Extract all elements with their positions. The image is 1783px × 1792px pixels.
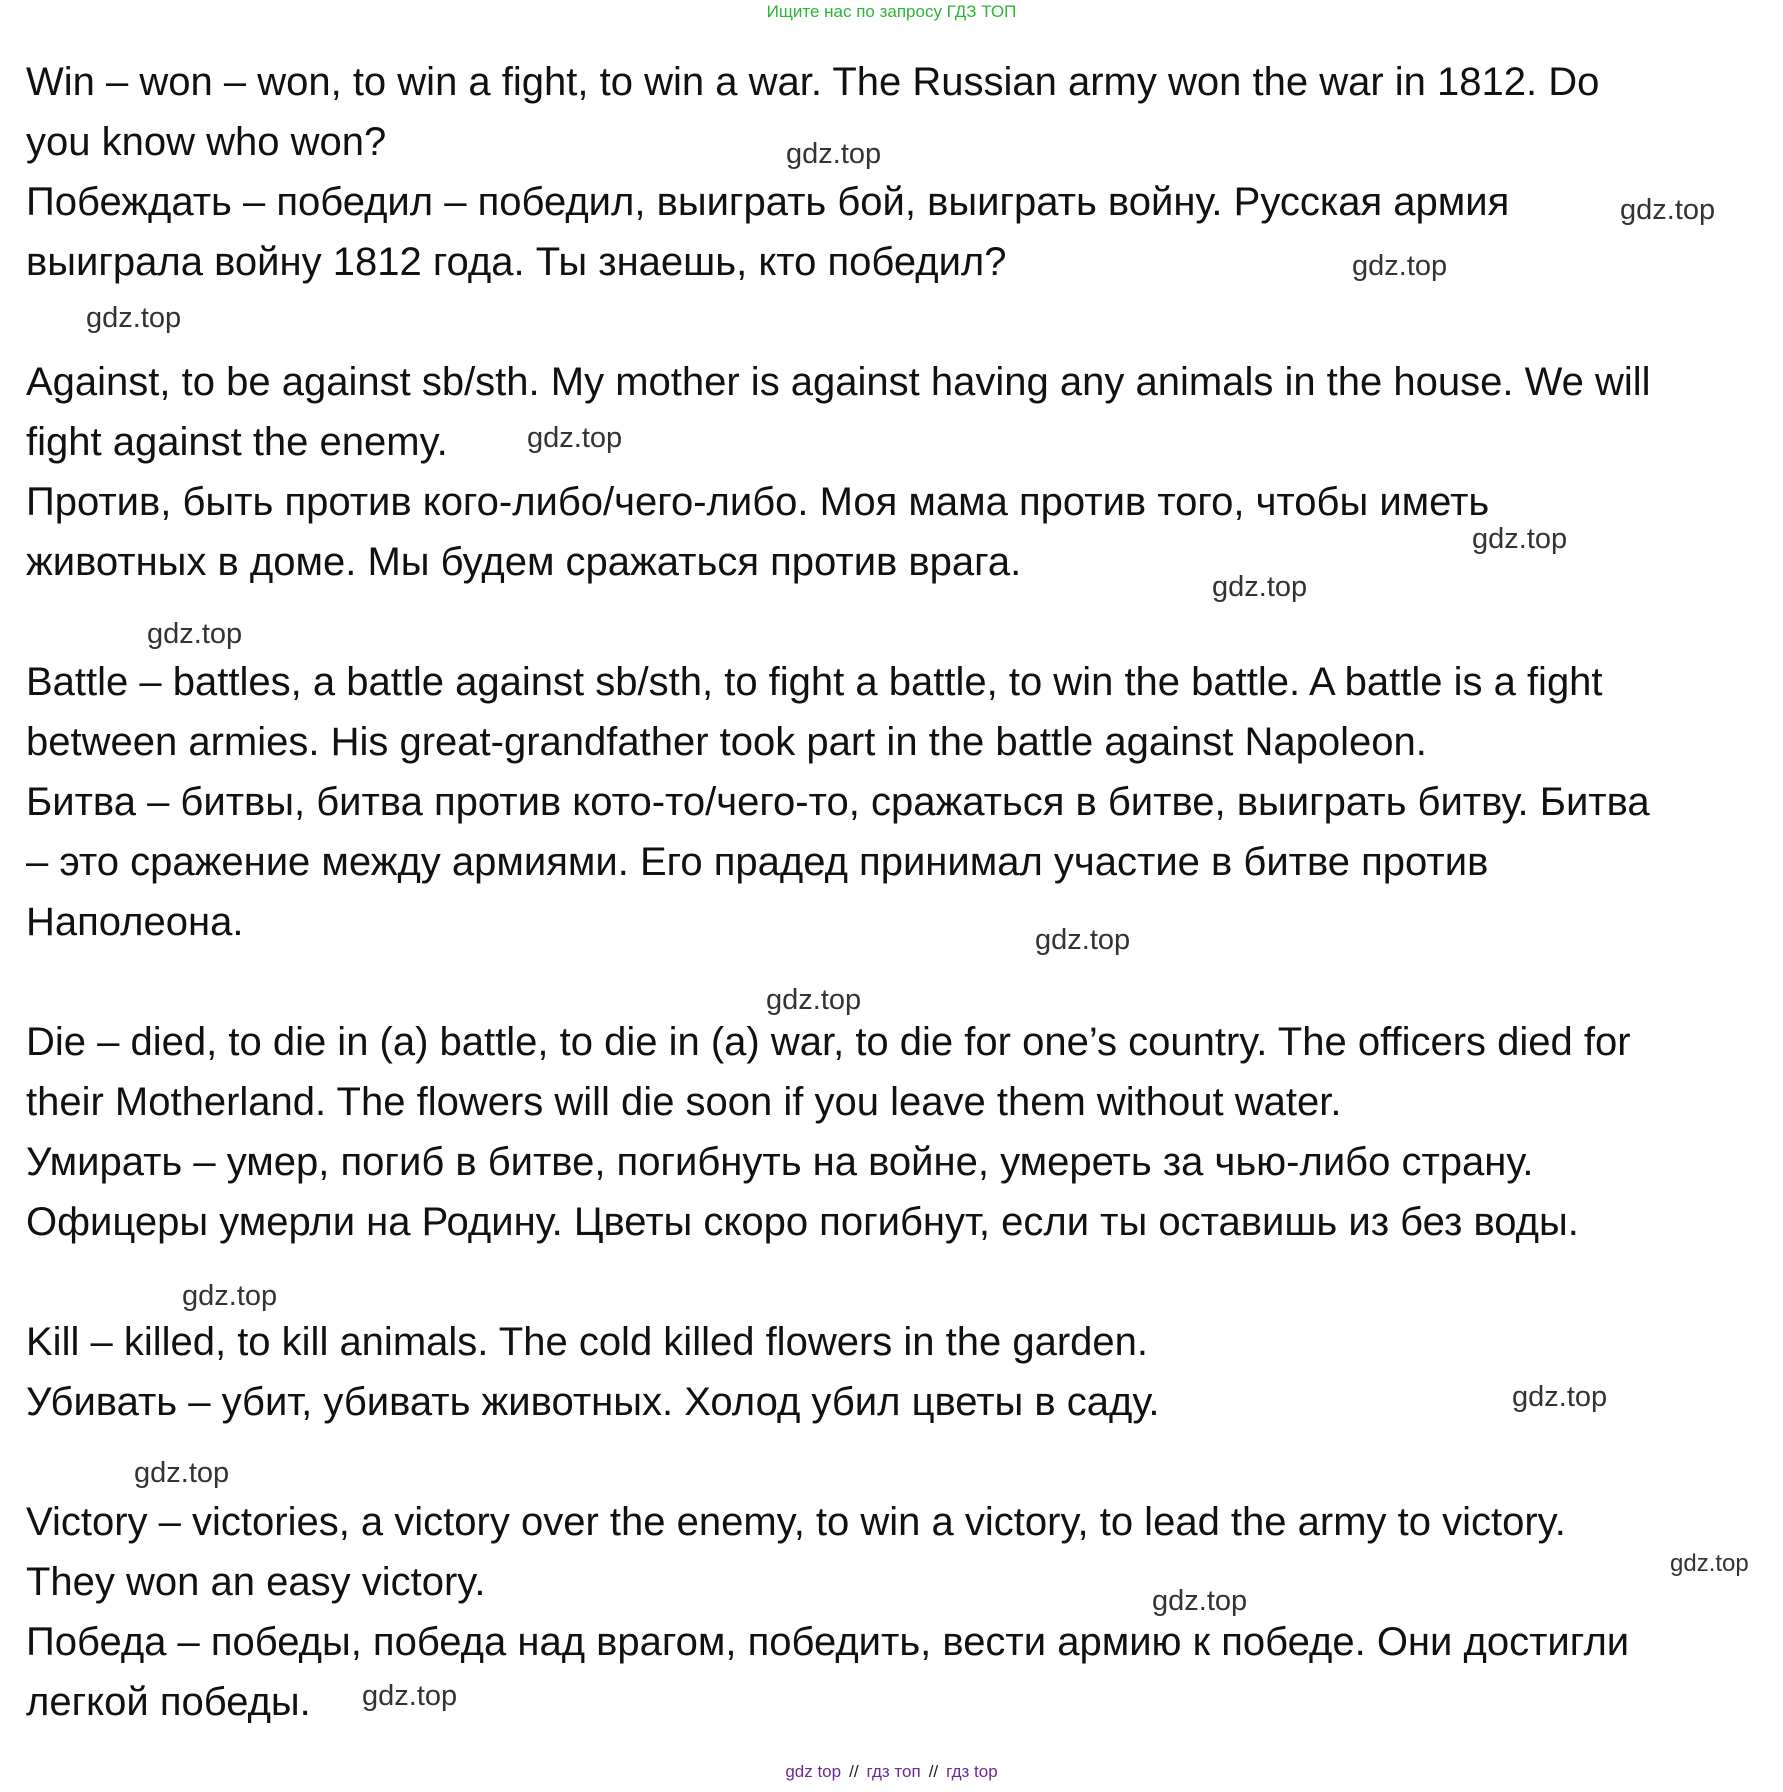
entry-line: легкой победы.	[26, 1680, 311, 1724]
entry-victory	[26, 1492, 1756, 1732]
entry-win	[26, 52, 1756, 292]
watermark: gdz.top	[1512, 1381, 1608, 1413]
entry-line: Battle – battles, a battle against sb/sth, to fight a battle, to win the battle. A battle is a fight	[26, 660, 1603, 704]
top-banner: Ищите нас по запросу ГДЗ ТОП	[766, 2, 1017, 21]
entry-line: Офицеры умерли на Родину. Цветы скоро погибнут, если ты оставишь из без воды.	[26, 1200, 1579, 1244]
watermark: gdz.top	[1212, 571, 1308, 603]
watermark: gdz.top	[134, 1457, 230, 1489]
entry-line: fight against the enemy.	[26, 420, 448, 464]
watermark: gdz.top	[1670, 1550, 1749, 1577]
footer-separator: //	[849, 1762, 859, 1781]
watermark: gdz.top	[527, 422, 623, 454]
watermark: gdz.top	[182, 1280, 278, 1312]
watermark: gdz.top	[1352, 250, 1448, 282]
entry-line: – это сражение между армиями. Его прадед принимал участие в битве против	[26, 840, 1489, 884]
entry-battle	[26, 652, 1756, 952]
entry-die	[26, 1012, 1756, 1252]
entry-line: Against, to be against sb/sth. My mother is against having any animals in the house. We will	[26, 360, 1651, 404]
entry-line: Умирать – умер, погиб в битве, погибнуть на войне, умереть за чью-либо страну.	[26, 1140, 1534, 1184]
entry-line: животных в доме. Мы будем сражаться против врага.	[26, 540, 1022, 584]
entry-line: you know who won?	[26, 120, 387, 164]
entry-line: Убивать – убит, убивать животных. Холод убил цветы в саду.	[26, 1380, 1160, 1424]
watermark: gdz.top	[1152, 1585, 1248, 1617]
watermark: gdz.top	[362, 1680, 458, 1712]
entry-line: Victory – victories, a victory over the enemy, to win a victory, to lead the army to victory.	[26, 1500, 1566, 1544]
entry-line: Победа – победы, победа над врагом, победить, вести армию к победе. Они достигли	[26, 1620, 1630, 1664]
footer-link[interactable]: гдз top	[946, 1762, 998, 1781]
entry-line: between armies. His great-grandfather took part in the battle against Napoleon.	[26, 720, 1427, 764]
footer-link[interactable]: гдз топ	[866, 1762, 921, 1781]
entry-line: Die – died, to die in (a) battle, to die in (a) war, to die for one’s country. The officers died for	[26, 1020, 1631, 1064]
entry-line: Win – won – won, to win a fight, to win a war. The Russian army won the war in 1812. Do	[26, 60, 1600, 104]
entry-line: Kill – killed, to kill animals. The cold killed flowers in the garden.	[26, 1320, 1149, 1364]
watermark: gdz.top	[766, 984, 862, 1016]
footer-link[interactable]: gdz top	[785, 1762, 842, 1781]
watermark: gdz.top	[86, 302, 182, 334]
entry-line: They won an easy victory.	[26, 1560, 486, 1604]
document-body	[26, 52, 1756, 1792]
entry-against	[26, 352, 1756, 592]
watermark: gdz.top	[1472, 523, 1568, 555]
entry-line: Побеждать – победил – победил, выиграть бой, выиграть войну. Русская армия	[26, 180, 1510, 224]
watermark: gdz.top	[1035, 924, 1131, 956]
watermark: gdz.top	[1620, 194, 1716, 226]
entry-line: Против, быть против кого-либо/чего-либо. Моя мама против того, чтобы иметь	[26, 480, 1490, 524]
entry-kill	[26, 1312, 1756, 1432]
footer-separator: //	[928, 1762, 939, 1781]
entry-line: Наполеона.	[26, 900, 244, 944]
footer	[0, 1762, 1783, 1782]
entry-line: Битва – битвы, битва против кото-то/чего-то, сражаться в битве, выиграть битву. Битва	[26, 780, 1650, 824]
entry-line: выиграла войну 1812 года. Ты знаешь, кто победил?	[26, 240, 1007, 284]
watermark: gdz.top	[147, 618, 243, 650]
watermark: gdz.top	[786, 138, 882, 170]
entry-line: their Motherland. The flowers will die soon if you leave them without water.	[26, 1080, 1342, 1124]
